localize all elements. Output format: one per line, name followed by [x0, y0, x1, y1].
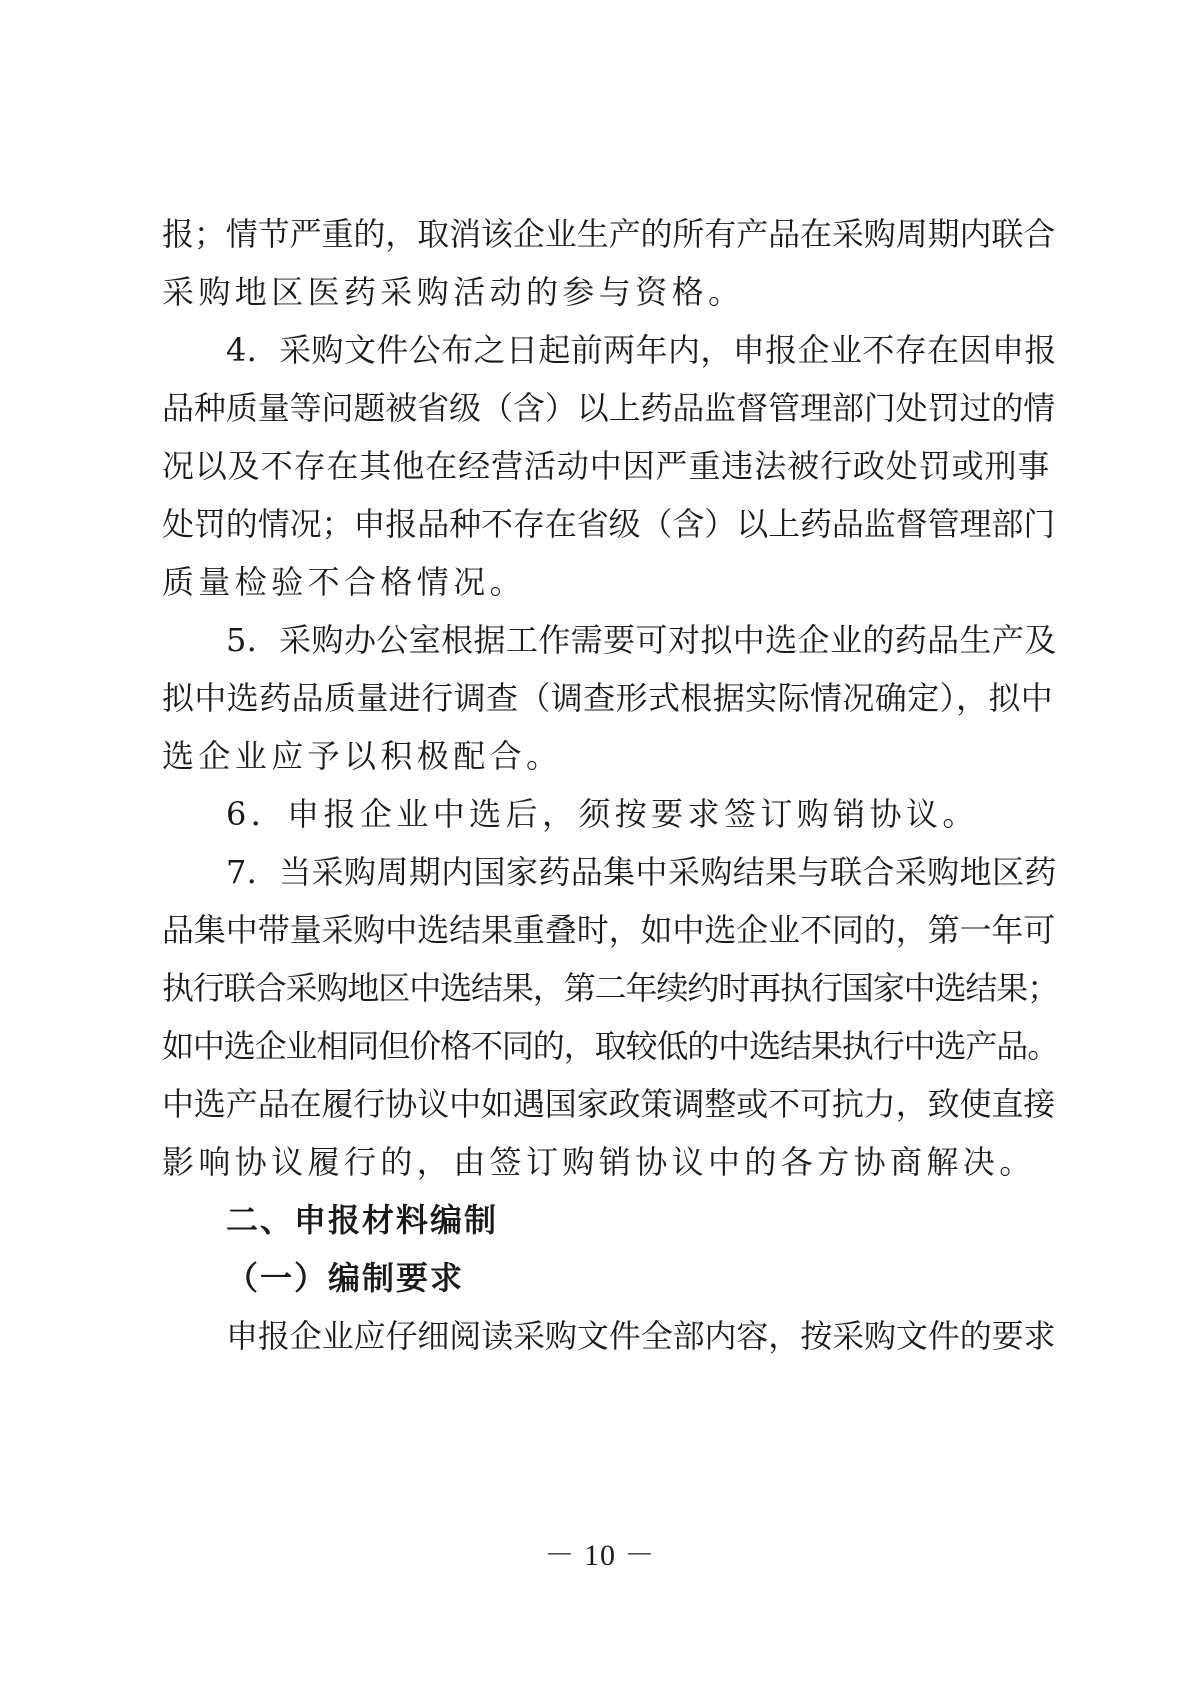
list-item-6: 6．申报企业中选后，须按要求签订购销协议。: [226, 795, 979, 833]
text-line: 选企业应予以积极配合。: [162, 737, 563, 775]
list-item-5: 5．采购办公室根据工作需要可对拟中选企业的药品生产及: [226, 621, 1057, 659]
text-line: 中选产品在履行协议中如遇国家政策调整或不可抗力，致使直接: [162, 1085, 1056, 1123]
text-line: 品种质量等问题被省级（含）以上药品监督管理部门处罚过的情: [162, 389, 1056, 427]
text-line: 如中选企业相同但价格不同的，取较低的中选结果执行中选产品。: [162, 1027, 1059, 1065]
text-line: 影响协议履行的，由签订购销协议中的各方协商解决。: [162, 1143, 1036, 1181]
list-item-7: 7．当采购周期内国家药品集中采购结果与联合采购地区药: [226, 853, 1057, 891]
text-line: 执行联合采购地区中选结果，第二年续约时再执行国家中选结果；: [162, 969, 1059, 1007]
list-item-4: 4．采购文件公布之日起前两年内，申报企业不存在因申报: [226, 331, 1057, 369]
text-line: 报；情节严重的，取消该企业生产的所有产品在采购周期内联合: [162, 215, 1056, 253]
text-line: 品集中带量采购中选结果重叠时，如中选企业不同的，第一年可: [162, 911, 1056, 949]
section-heading: 二、申报材料编制: [226, 1201, 499, 1239]
page-number: － 10 －: [544, 1539, 656, 1572]
text-line: 况以及不存在其他在经营活动中因严重违法被行政处罚或刑事: [162, 447, 1051, 485]
text-line: 采购地区医药采购活动的参与资格。: [162, 273, 745, 311]
text-line: 质量检验不合格情况。: [162, 563, 527, 601]
text-line: 拟中选药品质量进行调查（调查形式根据实际情况确定），拟中: [162, 679, 1054, 717]
paragraph-line: 申报企业应仔细阅读采购文件全部内容，按采购文件的要求: [226, 1317, 1056, 1355]
subsection-heading: （一）编制要求: [226, 1259, 465, 1297]
text-line: 处罚的情况；申报品种不存在省级（含）以上药品监督管理部门: [162, 505, 1056, 543]
